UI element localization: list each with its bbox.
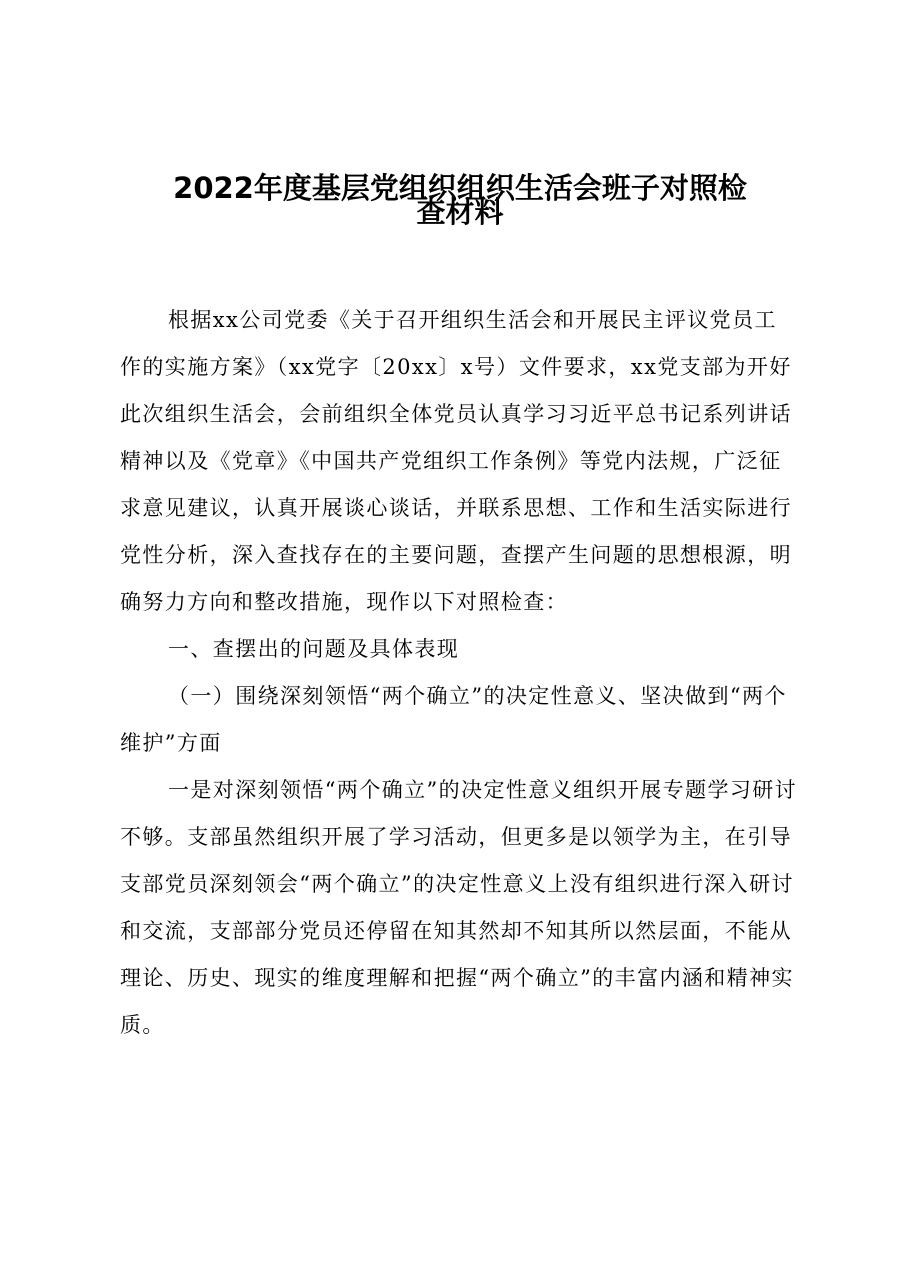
- subsection-heading: （一）围绕深刻领悟“两个确立”的决定性意义、坚决做到“两个维护”方面: [120, 684, 787, 755]
- section-heading: 一、查摆出的问题及具体表现: [168, 637, 460, 661]
- document-title-line-1: 2022年度基层党组织组织生活会班子对照检: [173, 171, 747, 205]
- intro-paragraph: 根据xx公司党委《关于召开组织生活会和开展民主评议党员工作的实施方案》（xx党字〔20xx〕x号）文件要求，xx党支部为开好此次组织生活会，会前组织全体党员认真学习习近平总书记系列讲话精神以及《党章》《中国共产党组织工作条例》等党内法规，广泛征求意见建议，认真开展谈心谈话，并联系思想、工作和生活实际进行党性分析，深入查找存在的主要问题，查摆产生问题的思想根源，明确努力方向和整改措施，现作以下对照检查：: [120, 308, 792, 614]
- body-paragraph: 一是对深刻领悟“两个确立”的决定性意义组织开展专题学习研讨不够。支部虽然组织开展了学习活动，但更多是以领学为主，在引导支部党员深刻领会“两个确立”的决定性意义上没有组织进行深入研讨和交流，支部部分党员还停留在知其然却不知其所以然层面，不能从理论、历史、现实的维度理解和把握“两个确立”的丰富内涵和精神实质。: [120, 778, 798, 1037]
- document-title-line-2: 查材料: [416, 195, 504, 229]
- document-body: [120, 297, 798, 1049]
